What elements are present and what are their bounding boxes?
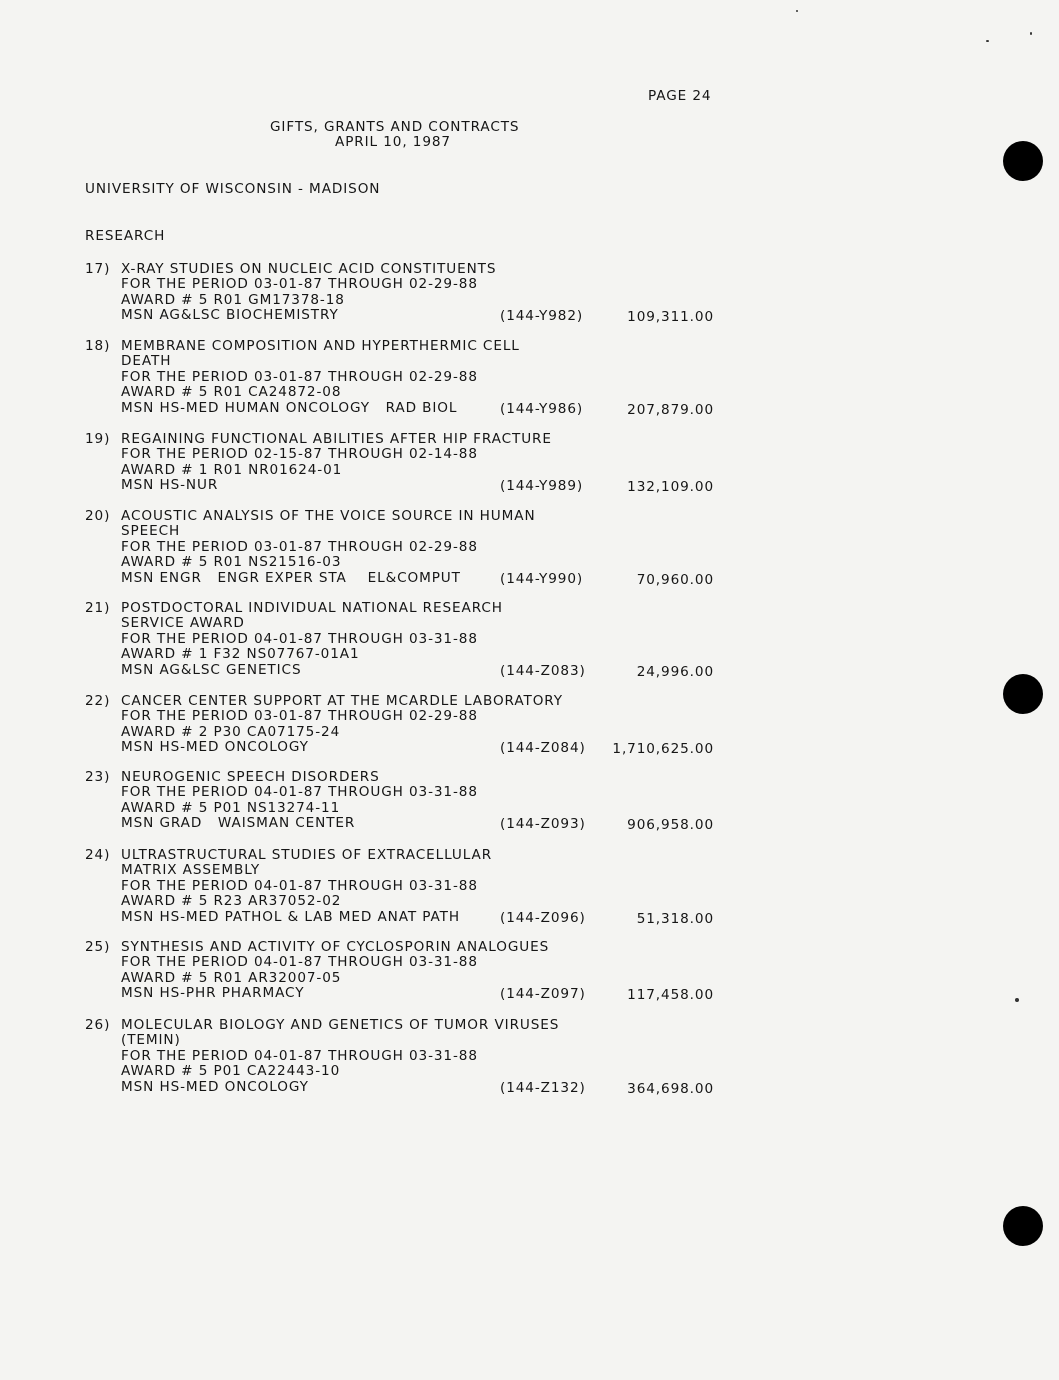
scan-speck <box>796 10 798 12</box>
entry-account: (144-Y989) <box>500 478 584 495</box>
entry-award: AWARD # 2 P30 CA07175-24 <box>121 723 341 740</box>
entry-title-line: SERVICE AWARD <box>121 615 245 632</box>
entry-title-line: NEUROGENIC SPEECH DISORDERS <box>121 769 380 785</box>
entry-number: 25) <box>85 939 111 955</box>
document-date: APRIL 10, 1987 <box>335 134 451 150</box>
binder-hole <box>1003 1206 1043 1246</box>
entry-period: FOR THE PERIOD 03-01-87 THROUGH 02-29-88 <box>121 276 478 293</box>
entry-award: AWARD # 1 R01 NR01624-01 <box>121 461 343 478</box>
binder-hole <box>1003 141 1043 181</box>
entry-dept: MSN AG&LSC GENETICS <box>121 661 302 678</box>
entry-amount: 132,109.00 <box>627 479 714 496</box>
entry-title-line: (TEMIN) <box>121 1032 181 1049</box>
entry-number: 22) <box>85 693 111 709</box>
entry-award: AWARD # 5 P01 CA22443-10 <box>121 1063 341 1080</box>
entry-title-line: MATRIX ASSEMBLY <box>121 862 261 879</box>
entry-amount: 117,458.00 <box>627 987 714 1004</box>
entry-award: AWARD # 5 R23 AR37052-02 <box>121 893 342 910</box>
entry-period: FOR THE PERIOD 04-01-87 THROUGH 03-31-88 <box>121 784 478 801</box>
entry-dept: MSN HS-NUR <box>121 477 219 494</box>
entry-title-line: SYNTHESIS AND ACTIVITY OF CYCLOSPORIN ANALOGUES <box>121 939 550 955</box>
entry-award: AWARD # 5 R01 GM17378-18 <box>121 291 345 308</box>
entry-title-line: POSTDOCTORAL INDIVIDUAL NATIONAL RESEARCH <box>121 600 503 616</box>
entry-period: FOR THE PERIOD 04-01-87 THROUGH 03-31-88 <box>121 954 478 971</box>
entry-amount: 906,958.00 <box>627 817 714 834</box>
entry-dept: MSN HS-PHR PHARMACY <box>121 985 305 1002</box>
entry-amount: 70,960.00 <box>636 571 714 588</box>
entry-title-line: SPEECH <box>121 523 181 540</box>
entry-account: (144-Z132) <box>500 1079 586 1096</box>
entry-period: FOR THE PERIOD 03-01-87 THROUGH 02-29-88 <box>121 368 478 385</box>
scan-speck <box>1030 32 1032 35</box>
entry-account: (144-Y986) <box>500 400 584 417</box>
entry-amount: 24,996.00 <box>636 663 714 680</box>
entry-number: 24) <box>85 847 111 863</box>
entry-account: (144-Z084) <box>500 740 586 757</box>
entry-title-line: ULTRASTRUCTURAL STUDIES OF EXTRACELLULAR <box>121 847 493 863</box>
binder-hole <box>1003 674 1043 714</box>
page-number: PAGE 24 <box>648 88 712 104</box>
entry-account: (144-Z093) <box>500 816 586 833</box>
entry-dept: MSN HS-MED HUMAN ONCOLOGY RAD BIOL <box>121 399 458 416</box>
entry-title-line: MOLECULAR BIOLOGY AND GENETICS OF TUMOR VIRUSES <box>121 1017 560 1033</box>
entry-title-line: ACOUSTIC ANALYSIS OF THE VOICE SOURCE IN HUMAN <box>121 508 536 524</box>
entry-award: AWARD # 1 F32 NS07767-01A1 <box>121 646 360 663</box>
entry-account: (144-Z096) <box>500 909 586 926</box>
entry-amount: 109,311.00 <box>627 309 714 326</box>
entry-amount: 364,698.00 <box>627 1080 714 1097</box>
entry-dept: MSN GRAD WAISMAN CENTER <box>121 815 356 832</box>
entry-amount: 51,318.00 <box>636 910 714 927</box>
entry-period: FOR THE PERIOD 02-15-87 THROUGH 02-14-88 <box>121 446 478 463</box>
entry-award: AWARD # 5 R01 AR32007-05 <box>121 969 342 986</box>
entry-account: (144-Z097) <box>500 986 586 1003</box>
entry-period: FOR THE PERIOD 03-01-87 THROUGH 02-29-88 <box>121 708 478 725</box>
entry-number: 18) <box>85 338 111 354</box>
entry-account: (144-Y990) <box>500 570 584 587</box>
entry-number: 20) <box>85 508 111 524</box>
entry-award: AWARD # 5 R01 NS21516-03 <box>121 554 342 571</box>
entry-number: 26) <box>85 1017 111 1033</box>
entry-number: 23) <box>85 769 111 785</box>
entry-award: AWARD # 5 R01 CA24872-08 <box>121 384 342 401</box>
entry-period: FOR THE PERIOD 04-01-87 THROUGH 03-31-88 <box>121 630 478 647</box>
entry-dept: MSN HS-MED ONCOLOGY <box>121 1078 309 1095</box>
entry-account: (144-Y982) <box>500 308 584 325</box>
entry-dept: MSN HS-MED ONCOLOGY <box>121 739 309 756</box>
entry-title-line: MEMBRANE COMPOSITION AND HYPERTHERMIC CELL <box>121 338 520 354</box>
institution-name: UNIVERSITY OF WISCONSIN - MADISON <box>85 181 381 197</box>
entry-award: AWARD # 5 P01 NS13274-11 <box>121 799 341 816</box>
entry-dept: MSN AG&LSC BIOCHEMISTRY <box>121 307 339 324</box>
entry-period: FOR THE PERIOD 03-01-87 THROUGH 02-29-88 <box>121 538 478 555</box>
entry-period: FOR THE PERIOD 04-01-87 THROUGH 03-31-88 <box>121 1047 478 1064</box>
entry-period: FOR THE PERIOD 04-01-87 THROUGH 03-31-88 <box>121 877 478 894</box>
document-title: GIFTS, GRANTS AND CONTRACTS <box>270 119 520 135</box>
entry-title-line: CANCER CENTER SUPPORT AT THE MCARDLE LABORATORY <box>121 693 563 709</box>
entry-account: (144-Z083) <box>500 662 586 679</box>
scan-speck <box>986 40 989 42</box>
entry-number: 21) <box>85 600 111 616</box>
entry-title-line: DEATH <box>121 353 172 370</box>
entry-dept: MSN HS-MED PATHOL & LAB MED ANAT PATH <box>121 908 460 925</box>
entry-title-line: X-RAY STUDIES ON NUCLEIC ACID CONSTITUENTS <box>121 261 497 277</box>
entry-amount: 1,710,625.00 <box>612 741 714 758</box>
entry-amount: 207,879.00 <box>627 401 714 418</box>
entry-title-line: REGAINING FUNCTIONAL ABILITIES AFTER HIP FRACTURE <box>121 431 552 447</box>
scan-speck <box>1015 998 1019 1002</box>
entry-dept: MSN ENGR ENGR EXPER STA EL&COMPUT <box>121 569 461 586</box>
section-heading: RESEARCH <box>85 228 166 244</box>
entry-number: 17) <box>85 261 111 277</box>
entry-number: 19) <box>85 431 111 447</box>
